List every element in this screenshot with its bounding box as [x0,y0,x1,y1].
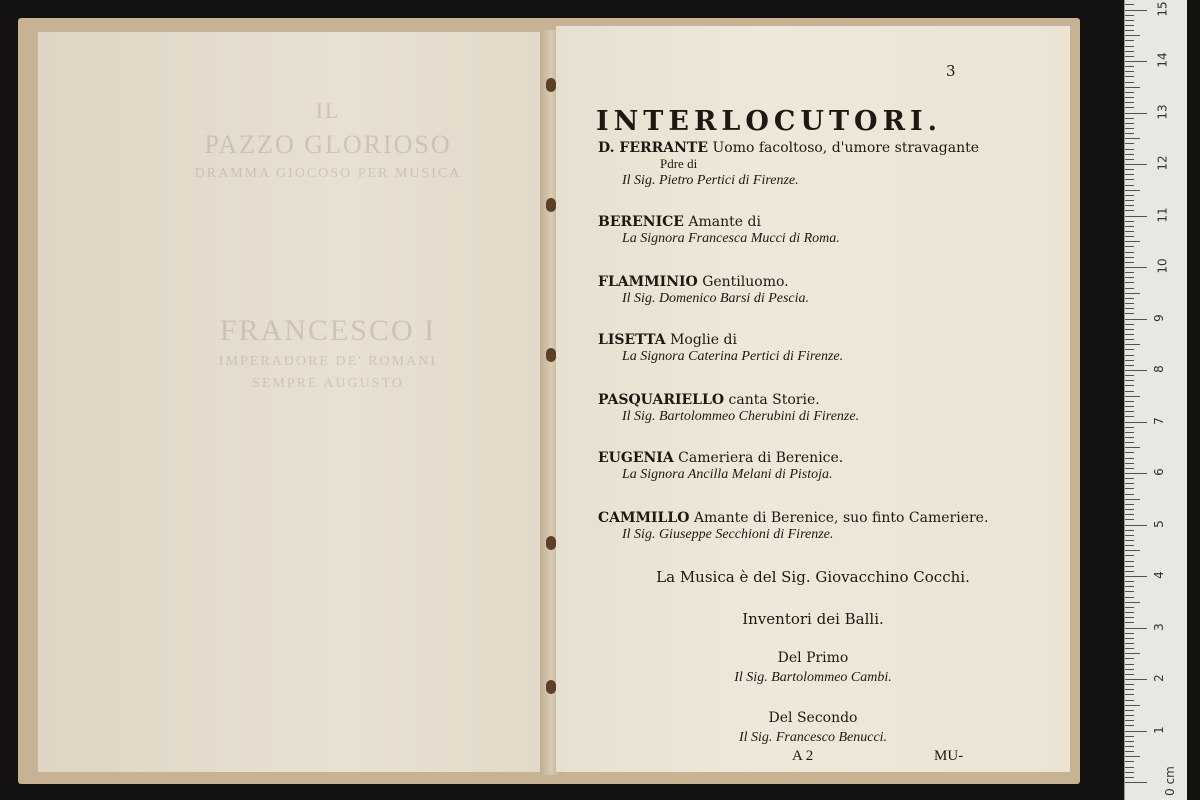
character-name: FLAMMINIO [598,274,698,290]
binding-stitch [546,348,556,362]
ruler-tick [1125,179,1134,180]
character-extra: Pdre di [660,156,698,171]
ruler-tick [1125,40,1134,41]
character-line [598,214,1068,230]
cast-entry [598,510,1068,543]
ruler-tick [1125,463,1134,464]
ruler-tick [1125,143,1134,144]
ruler-tick [1125,401,1134,402]
ruler-tick [1125,25,1134,26]
ruler-tick [1125,566,1134,567]
ruler-tick [1125,226,1134,227]
ruler-tick [1125,205,1134,206]
ruler-number: 2 [1151,674,1166,682]
ruler-tick [1125,51,1134,52]
ruler-tick [1125,422,1147,423]
ruler-number: 9 [1151,313,1166,322]
ruler-tick [1125,622,1134,623]
ruler-tick [1125,87,1140,88]
performer-name: La Signora Francesca Mucci di Roma. [622,231,840,246]
ruler-tick [1125,648,1134,649]
ruler-tick [1125,664,1134,665]
character-line [598,140,1068,156]
ruler-number: 8 [1151,365,1166,373]
page-number: 3 [946,62,956,80]
ruler-tick [1125,535,1134,536]
performer-name: Il Sig. Pietro Pertici di Firenze. [622,173,799,188]
ruler-tick [1125,293,1140,294]
ruler-tick [1125,138,1140,139]
ruler-tick [1125,700,1134,701]
ruler-tick [1125,76,1134,77]
ruler-tick [1125,46,1134,47]
cast-entry [598,140,1068,189]
ruler-tick [1125,782,1147,783]
character-description: Cameriera di Berenice. [678,450,844,466]
performer-name: Il Sig. Bartolommeo Cherubini di Firenze. [622,409,860,424]
ruler-tick [1125,391,1134,392]
right-page [556,26,1070,772]
ruler-tick [1125,746,1134,747]
binding-stitch [546,680,556,694]
character-line [598,450,1068,466]
ruler-tick [1125,432,1134,433]
ruler-tick [1125,133,1134,134]
ruler-tick [1125,308,1134,309]
ruler-tick [1125,396,1140,397]
ruler-tick [1125,488,1134,489]
ruler-tick [1125,653,1140,654]
ruler-tick [1125,102,1134,103]
ruler-tick [1125,586,1134,587]
ruler-tick [1125,360,1134,361]
ruler-tick [1125,92,1134,93]
ruler-tick [1125,365,1134,366]
ruler-number: 12 [1155,155,1170,171]
ruler-tick [1125,370,1147,371]
ruler-tick [1125,339,1134,340]
ruler-tick [1125,684,1134,685]
ruler-tick [1125,509,1134,510]
ruler-tick [1125,494,1134,495]
ruler-number: 14 [1155,52,1170,68]
ruler-tick [1125,210,1134,211]
ruler-tick [1125,530,1134,531]
ruler-tick [1125,617,1134,618]
ruler-tick [1125,66,1134,67]
ruler-tick [1125,344,1140,345]
ruler-tick [1125,679,1147,680]
second-ballet-label: Del Secondo [768,710,858,726]
character-line [598,392,1068,408]
ruler-tick [1125,154,1134,155]
ruler-tick [1125,416,1134,417]
ruler-tick [1125,597,1134,598]
ruler-tick [1125,576,1147,577]
character-name: BERENICE [598,214,684,230]
ruler-tick [1125,123,1134,124]
ruler-tick [1125,118,1134,119]
ruler-tick [1125,643,1134,644]
ruler-tick [1125,612,1134,613]
ruler-tick [1125,267,1147,268]
ruler-tick [1125,772,1134,773]
ruler-tick [1125,159,1134,160]
cast-entry [598,450,1068,483]
ruler-tick [1125,20,1134,21]
binding-stitch [546,78,556,92]
ruler-tick [1125,10,1147,11]
performer-name: Il Sig. Domenico Barsi di Pescia. [622,291,810,306]
character-line [598,510,1068,526]
ruler-tick [1125,483,1134,484]
character-description: Amante di Berenice, suo finto Cameriere. [693,510,989,526]
catchword: MU- [934,748,964,764]
ruler-tick [1125,355,1134,356]
ruler-tick [1125,30,1134,31]
ruler-tick [1125,694,1134,695]
binding-stitch [546,198,556,212]
cast-entry [598,392,1068,425]
ruler-tick [1125,334,1134,335]
ruler-tick [1125,4,1134,5]
ruler-tick [1125,571,1134,572]
ruler-tick [1125,200,1134,201]
ruler-tick [1125,319,1147,320]
cast-entry [598,214,1068,247]
ruler-tick [1125,658,1134,659]
character-name: LISETTA [598,332,666,348]
ruler-tick [1125,61,1147,62]
ruler-tick [1125,561,1134,562]
ruler-tick [1125,313,1134,314]
ruler-tick [1125,303,1134,304]
ruler-tick [1125,262,1134,263]
ruler-tick [1125,169,1134,170]
character-name: EUGENIA [598,450,674,466]
ruler-tick [1125,128,1134,129]
ruler-tick [1125,478,1134,479]
ruler-number: 3 [1151,622,1166,631]
ruler-tick [1125,756,1140,757]
ruler-number: 7 [1151,416,1166,425]
ruler-tick [1125,329,1134,330]
ruler-tick [1125,499,1140,500]
cast-entry [598,332,1068,365]
ruler-tick [1125,97,1134,98]
ruler-tick [1125,221,1134,222]
second-ballet-inventor: Il Sig. Francesco Benucci. [738,730,888,745]
ruler-tick [1125,602,1140,603]
ruler-tick [1125,674,1134,675]
ruler-tick [1125,437,1134,438]
ruler-tick [1125,710,1134,711]
ruler-tick [1125,731,1147,732]
ruler-tick [1125,715,1134,716]
ruler-tick [1125,705,1140,706]
ruler-number: 1 [1151,725,1166,734]
ruler-number: 11 [1155,206,1170,223]
ruler-tick [1125,185,1134,186]
ruler-tick [1125,298,1134,299]
character-description: canta Storie. [728,392,820,408]
ruler-number: 0 cm [1162,766,1177,796]
ruler-tick [1125,380,1134,381]
character-line [598,274,1068,290]
ruler-tick [1125,751,1134,752]
ruler-tick [1125,190,1140,191]
character-description: Gentiluomo. [702,274,789,290]
ruler-number: 10 [1155,258,1170,274]
ruler-tick [1125,633,1134,634]
ruler-tick [1125,452,1134,453]
ruler-tick [1125,231,1134,232]
ruler-tick [1125,107,1134,108]
ruler-tick [1125,540,1134,541]
ruler-tick [1125,15,1134,16]
ruler-tick [1125,519,1134,520]
performer-name: La Signora Caterina Pertici di Firenze. [622,349,844,364]
ruler-tick [1125,591,1134,592]
ruler-number: 13 [1155,103,1170,120]
ruler-tick [1125,195,1134,196]
ruler-tick [1125,514,1134,515]
character-description: Uomo facoltoso, d'umore stravagante [712,140,980,156]
character-name: CAMMILLO [598,510,690,526]
ruler-tick [1125,638,1134,639]
ruler-tick [1125,607,1134,608]
ruler-tick [1125,56,1134,57]
character-name: PASQUARIELLO [598,392,725,408]
ruler-tick [1125,277,1134,278]
ruler-number: 6 [1151,468,1166,476]
ruler-tick [1125,282,1134,283]
ruler-tick [1125,504,1134,505]
ruler-tick [1125,113,1147,114]
ruler-tick [1125,427,1134,428]
ruler-tick [1125,628,1147,629]
music-credit: La Musica è del Sig. Giovacchino Cocchi. [656,568,970,586]
ruler-tick [1125,236,1134,237]
ruler-tick [1125,581,1134,582]
ruler-tick [1125,252,1134,253]
character-name: D. FERRANTE [598,140,709,156]
left-page [38,32,548,772]
ruler-tick [1125,525,1147,526]
binding-stitch [546,536,556,550]
ruler-tick [1125,241,1140,242]
ruler-tick [1125,550,1140,551]
first-ballet-label: Del Primo [777,650,849,666]
ruler-tick [1125,720,1134,721]
ruler-tick [1125,349,1134,350]
ruler-tick [1125,71,1134,72]
ruler-tick [1125,777,1134,778]
ruler-tick [1125,82,1134,83]
ruler-number: 4 [1151,571,1166,579]
ruler-tick [1125,288,1134,289]
page-heading: INTERLOCUTORI. [596,106,943,137]
first-ballet-inventor: Il Sig. Bartolommeo Cambi. [734,670,892,685]
performer-name: La Signora Ancilla Melani di Pistoja. [622,467,833,482]
ruler-tick [1125,35,1140,36]
performer-name: Il Sig. Giuseppe Secchioni di Firenze. [622,527,834,542]
ruler-tick [1125,447,1140,448]
ruler-tick [1125,411,1134,412]
ruler-tick [1125,545,1134,546]
ruler-tick [1125,689,1134,690]
ruler-tick [1125,725,1134,726]
character-line [598,332,1068,348]
ruler-tick [1125,767,1134,768]
cast-entry [598,274,1068,307]
ruler-tick [1125,736,1134,737]
signature-mark: A 2 [792,748,814,764]
ruler-tick [1125,257,1134,258]
ruler-tick [1125,741,1134,742]
ruler-number: 5 [1151,519,1166,528]
ruler-tick [1125,246,1134,247]
ruler-tick [1125,473,1147,474]
measuring-ruler [1124,0,1187,800]
ruler-tick [1125,174,1134,175]
ruler-tick [1125,149,1134,150]
ruler-tick [1125,442,1134,443]
ruler-tick [1125,406,1134,407]
character-description: Amante di [688,214,761,230]
ruler-tick [1125,324,1134,325]
ruler-tick [1125,385,1134,386]
ruler-tick [1125,375,1134,376]
ruler-tick [1125,468,1134,469]
ruler-tick [1125,555,1134,556]
bleed-through-text: IL PAZZO GLORIOSO DRAMMA GIOCOSO PER MUSICA FRANCESCO I IMPERADORE DE' ROMANI SEMPRE AUGUSTO [194,98,462,391]
character-description: Moglie di [670,332,737,348]
ruler-tick [1125,216,1147,217]
ruler-tick [1125,669,1134,670]
ruler-tick [1125,272,1134,273]
ruler-tick [1125,458,1134,459]
ruler-tick [1125,164,1147,165]
ballet-heading: Inventori dei Balli. [742,610,884,628]
ruler-tick [1125,761,1134,762]
ruler-number: 15 [1155,0,1170,17]
